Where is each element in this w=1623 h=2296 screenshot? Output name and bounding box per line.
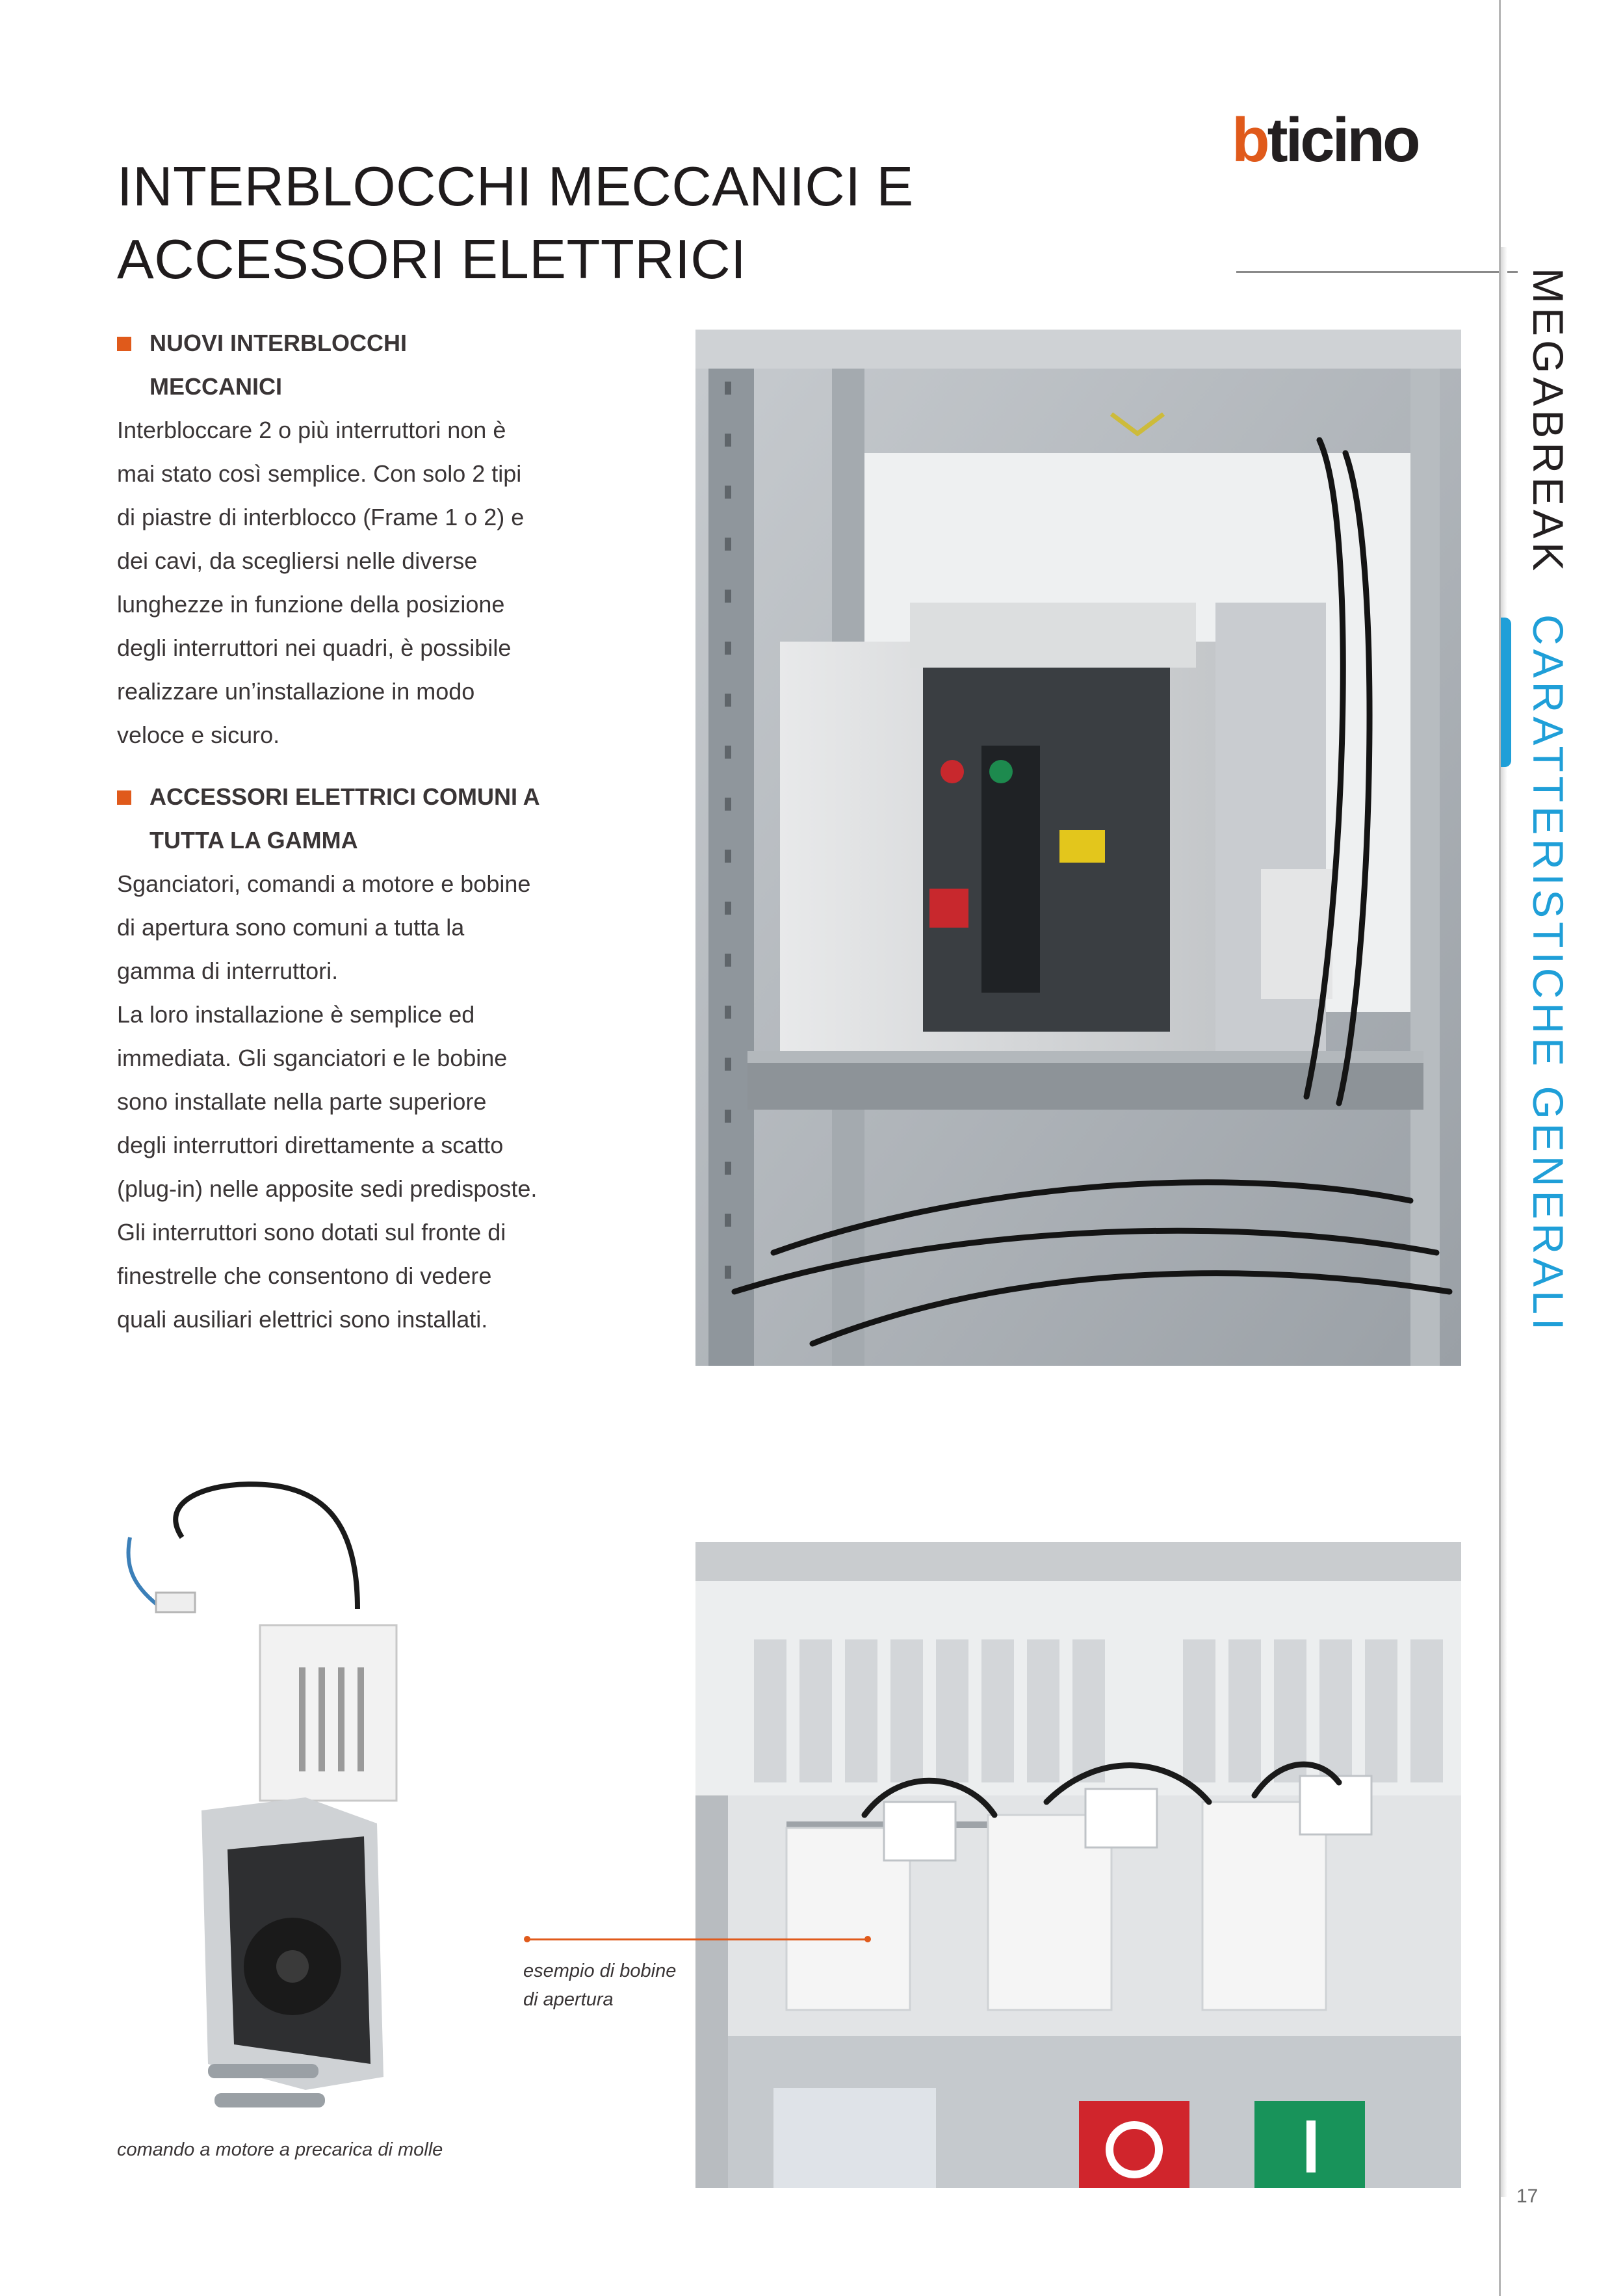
bticino-logo — [1232, 105, 1418, 175]
motor-operator-photo — [110, 1459, 416, 2132]
text-column — [117, 321, 539, 1341]
leader-start-dot — [524, 1936, 530, 1942]
caption-leader-line — [525, 1938, 870, 1940]
active-section-marker — [1501, 618, 1511, 767]
logo-letter-b: b — [1232, 105, 1267, 175]
page-number: 17 — [1516, 2185, 1539, 2207]
paragraph-accessories-3: Gli interruttori sono dotati sul fronte di finestrelle che consentono di vedere quali ausiliari elettrici sono installati. — [117, 1219, 506, 1333]
section-heading-text: ACCESSORI ELETTRICI COMUNI A TUTTA LA GAMMA — [149, 783, 539, 854]
tab-strip-shade — [1501, 247, 1507, 2197]
section-heading-accessories — [117, 775, 539, 862]
paragraph-accessories-1: Sganciatori, comandi a motore e bobine di apertura sono comuni a tutta la gamma di interruttori. — [117, 870, 531, 984]
section-heading-text: NUOVI INTERBLOCCHI MECCANICI — [149, 330, 407, 400]
bullet-square-icon — [117, 790, 131, 805]
shunt-coils-photo — [695, 1542, 1461, 2188]
logo-divider — [1236, 271, 1518, 273]
sidebar-brand-label: MEGABREAK — [1524, 268, 1572, 575]
switchgear-interlock-photo — [695, 330, 1461, 1366]
paragraph-interlocks: Interbloccare 2 o più interruttori non è mai stato così semplice. Con solo 2 tipi di piastre di interblocco (Frame 1 o 2) e dei cavi, da scegliersi nelle diverse lunghezze in funzione della posizione degli interruttori nei quadri, è possibile realizzare un’installazione in modo veloce e sicuro. — [117, 417, 525, 748]
bullet-square-icon — [117, 337, 131, 351]
sidebar-section-label: CARATTERISTICHE GENERALI — [1524, 614, 1572, 1335]
section-heading-interlocks — [117, 321, 539, 408]
logo-wordmark: ticino — [1267, 105, 1418, 175]
page-title: INTERBLOCCHI MECCANICI E ACCESSORI ELETTRICI — [117, 156, 914, 291]
caption-motor: comando a motore a precarica di molle — [117, 2139, 443, 2160]
leader-end-dot — [864, 1936, 871, 1942]
caption-coils: esempio di bobine di apertura — [523, 1961, 677, 2010]
paragraph-accessories-2: La loro installazione è semplice ed immediata. Gli sganciatori e le bobine sono installate nella parte superiore degli interruttori direttamente a scatto (plug-in) nelle apposite sedi predisposte. — [117, 1001, 538, 1202]
